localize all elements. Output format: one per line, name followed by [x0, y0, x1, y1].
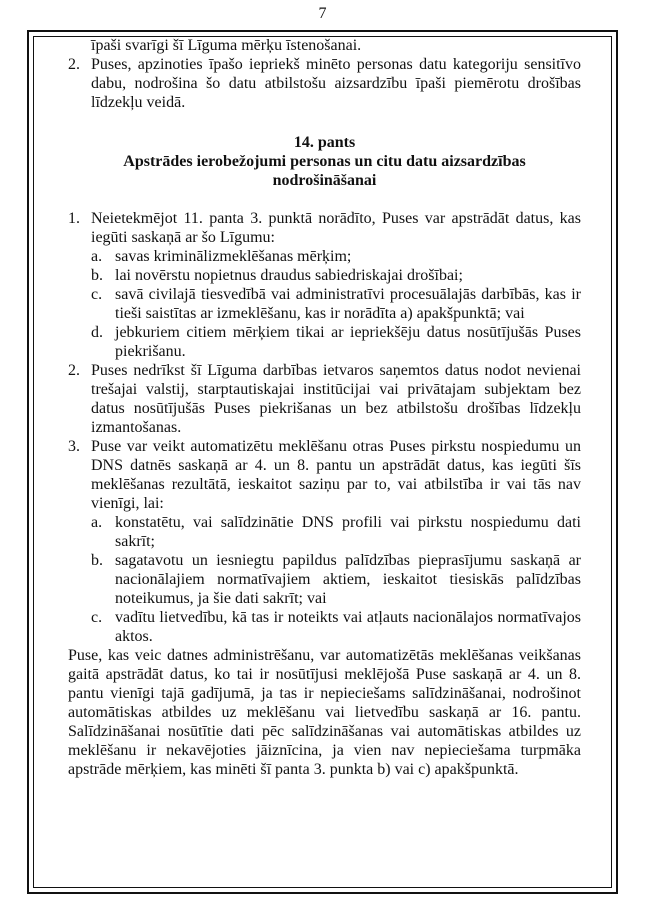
page-number: 7	[318, 5, 327, 22]
document-body	[68, 36, 581, 779]
article-heading	[68, 133, 581, 190]
sub-item-letter: c.	[91, 609, 103, 626]
article-number: 14. pants	[293, 134, 356, 151]
sub-item-text: lai novērstu nopietnus draudus sabiedriskajai drošībai;	[115, 267, 463, 284]
sub-item	[91, 323, 581, 361]
sub-item-text: jebkuriem citiem mērķiem tikai ar iepriekšēju datus nosūtījušās Puses piekrišanu.	[115, 324, 581, 360]
sub-item-text: vadītu lietvedību, kā tas ir noteikts vai atļauts nacionālajos normatīvajos aktos.	[115, 609, 581, 645]
sub-item	[91, 608, 581, 646]
item-number: 2.	[68, 56, 80, 73]
list-item	[68, 55, 581, 112]
sub-item-text: savā civilajā tiesvedībā vai administratīvi procesuālajās darbībās, kas ir tieši saistītas ar izmeklēšanu, kas ir norādīta a) apakšpunktā; vai	[115, 286, 581, 322]
article-title-line-1: Apstrādes ierobežojumi personas un citu datu aizsardzības	[123, 153, 526, 170]
sub-item-letter: b.	[91, 552, 103, 569]
closing-paragraph: Puse, kas veic datnes administrēšanu, var automatizētās meklēšanas veikšanas gaitā apstrādāt datus, ko tai ir nosūtījusi meklējošā Puse saskaņā ar 4. un 8. pantu vienīgi tajā gadījumā, ja tas ir nepieciešams salīdzināšanai, nodrošinot automātiskas atbildes uz meklēšanu vai lietvedību saskaņā ar 16. pantu. Salīdzināšanai nosūtītie dati pēc salīdzināšanas vai automātiskas atbildes uz meklēšanu ir nekavējoties jāiznīcina, ja vien nav nepieciešama turpmāka apstrāde mērķiem, kas minēti šī panta 3. punkta b) vai c) apakšpunktā.	[68, 647, 581, 778]
list-item	[68, 437, 581, 513]
item-text: Puses, apzinoties īpašo iepriekš minēto personas datu kategoriju sensitīvo dabu, nodrošina šo datu atbilstošu aizsardzību īpaši piemērotu drošības līdzekļu veidā.	[91, 56, 581, 111]
item-number: 2.	[68, 362, 80, 379]
sub-list	[68, 513, 581, 646]
list-item	[68, 361, 581, 437]
sub-item-text: savas kriminālizmeklēšanas mērķim;	[115, 248, 352, 265]
item-text: Puse var veikt automatizētu meklēšanu otras Puses pirkstu nospiedumu un DNS datnēs saskaņā ar 4. un 8. pantu un apstrādāt datus, kas iegūti šīs meklēšanas rezultātā, ieskaitot saziņu par to, vai atbilstība ir vai tās nav vienīgi, lai:	[91, 438, 581, 512]
sub-item-text: sagatavotu un iesniegtu papildus palīdzības pieprasījumu saskaņā ar nacionālajiem normatīvajiem aktiem, ieskaitot tiesiskās palīdzības noteikumus, ja šie dati sakrīt; vai	[115, 552, 581, 607]
sub-item-letter: a.	[91, 514, 103, 531]
sub-item	[91, 551, 581, 608]
sub-item	[91, 285, 581, 323]
sub-item-letter: c.	[91, 286, 103, 303]
article-title-line-2: nodrošināšanai	[272, 172, 377, 189]
sub-item-text: konstatētu, vai salīdzinātie DNS profili vai pirkstu nospiedumu dati sakrīt;	[115, 514, 581, 550]
sub-item-letter: b.	[91, 267, 103, 284]
sub-list	[68, 247, 581, 361]
continuation-text: īpaši svarīgi šī Līguma mērķu īstenošanai.	[91, 37, 362, 54]
sub-item-letter: a.	[91, 248, 103, 265]
sub-item	[91, 247, 581, 266]
sub-item	[91, 266, 581, 285]
list-item	[68, 209, 581, 247]
item-text: Puses nedrīkst šī Līguma darbības ietvaros saņemtos datus nodot nevienai trešajai valstij, starptautiskajai institūcijai vai privātajam subjektam bez datus nosūtījušās Puses piekrišanas un bez atbilstošu drošības līdzekļu izmantošanas.	[91, 362, 581, 436]
sub-item-letter: d.	[91, 324, 103, 341]
item-number: 3.	[68, 438, 80, 455]
item-text: Neietekmējot 11. panta 3. punktā norādīto, Puses var apstrādāt datus, kas iegūti saskaņā ar šo Līgumu:	[91, 210, 581, 246]
sub-item	[91, 513, 581, 551]
item-number: 1.	[68, 210, 80, 227]
